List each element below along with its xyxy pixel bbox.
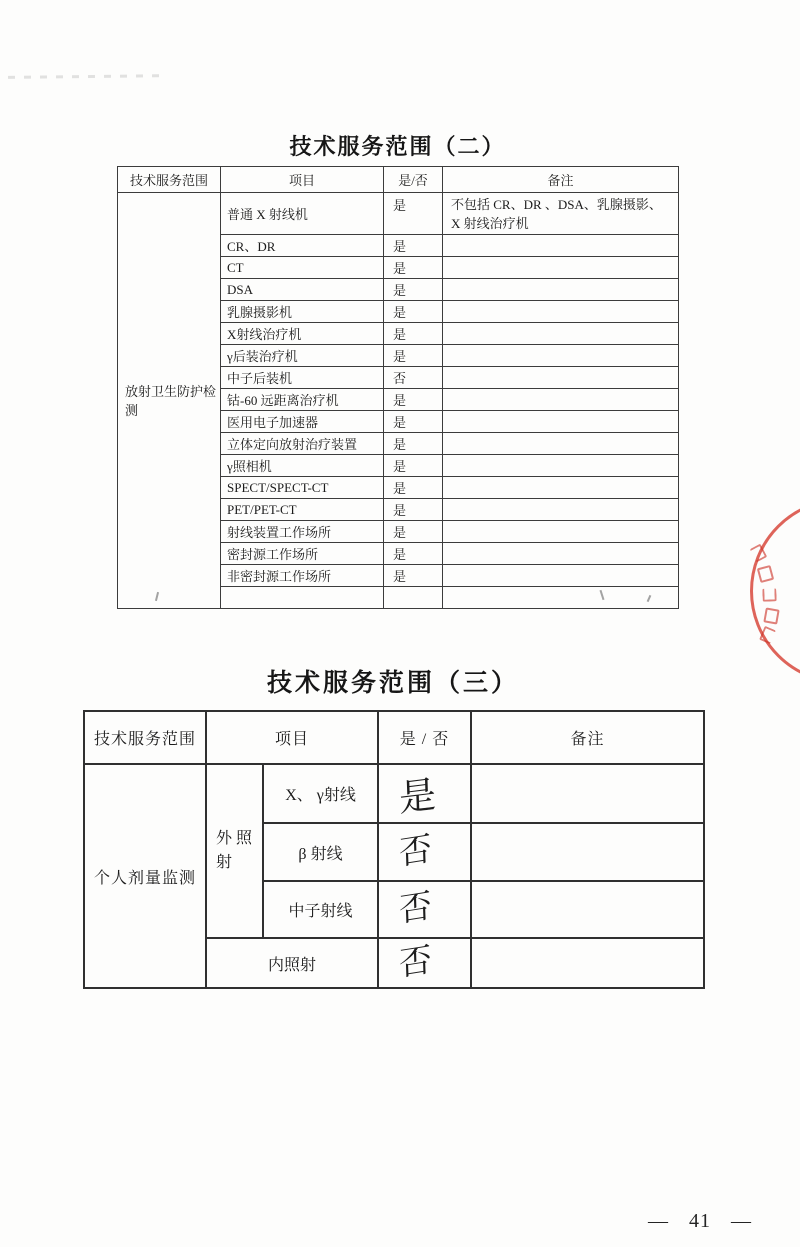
- yes-no-cell: 是: [384, 543, 443, 565]
- table-row: [118, 193, 679, 235]
- yes-no-cell: 是: [384, 521, 443, 543]
- item-cell: DSA: [221, 279, 384, 301]
- scope-cell: 个人剂量监测: [84, 764, 206, 988]
- yes-no-cell: 是: [384, 193, 443, 235]
- table-header-row: [118, 167, 679, 193]
- header-item: 项目: [206, 711, 378, 764]
- page-number: — 41 —: [648, 1210, 752, 1232]
- yes-no-cell: 是: [384, 257, 443, 279]
- remark-cell: [443, 389, 679, 411]
- yes-no-cell: [378, 938, 471, 988]
- remark-cell: [443, 279, 679, 301]
- table-header-row: [84, 711, 704, 764]
- service-scope-table-2: [117, 166, 678, 609]
- yes-no-cell: 是: [384, 433, 443, 455]
- remark-cell: [443, 411, 679, 433]
- remark-cell: 不包括 CR、DR 、DSA、乳腺摄影、X 射线治疗机: [443, 193, 679, 235]
- section3-title: 技术服务范围（三）: [266, 669, 519, 697]
- remark-cell: [443, 323, 679, 345]
- scope-cell: 放射卫生防护检测: [118, 193, 221, 609]
- item-cell: 普通 X 射线机: [221, 193, 384, 235]
- item-cell: 非密封源工作场所: [221, 565, 384, 587]
- remark-cell: [443, 257, 679, 279]
- remark-cell: [443, 367, 679, 389]
- scan-scratch-mark: [8, 74, 166, 79]
- remark-cell: [443, 235, 679, 257]
- red-seal-glyph: [763, 607, 779, 624]
- header-remark: 备注: [471, 711, 704, 764]
- yes-no-cell: [378, 881, 471, 938]
- item-cell: 射线装置工作场所: [221, 521, 384, 543]
- yes-no-cell: [378, 823, 471, 881]
- remark-cell: [443, 499, 679, 521]
- section2-title: 技术服务范围（二）: [289, 134, 506, 159]
- remark-cell: [443, 477, 679, 499]
- item-cell: 立体定向放射治疗装置: [221, 433, 384, 455]
- handwritten-no-mark: 否: [398, 941, 433, 984]
- item-cell: CR、DR: [221, 235, 384, 257]
- item-cell: [221, 587, 384, 609]
- item-cell: 医用电子加速器: [221, 411, 384, 433]
- remark-cell: [471, 881, 704, 938]
- yes-no-cell: 是: [384, 389, 443, 411]
- yes-no-cell: 是: [384, 477, 443, 499]
- remark-cell: [443, 565, 679, 587]
- item-cell: 钴-60 远距离治疗机: [221, 389, 384, 411]
- internal-exposure-cell: 内照射: [206, 938, 378, 988]
- header-item: 项目: [221, 167, 384, 193]
- item-cell: γ照相机: [221, 455, 384, 477]
- yes-no-cell: 是: [384, 499, 443, 521]
- red-seal-glyph: [762, 588, 776, 601]
- yes-no-cell: 是: [384, 345, 443, 367]
- yes-no-cell: 是: [384, 323, 443, 345]
- remark-cell: [471, 823, 704, 881]
- item-cell: γ后装治疗机: [221, 345, 384, 367]
- header-scope: 技术服务范围: [118, 167, 221, 193]
- yes-no-cell: [384, 587, 443, 609]
- item-cell: X射线治疗机: [221, 323, 384, 345]
- handwritten-yes-mark: 是: [398, 774, 437, 821]
- external-exposure-group-cell: 外 照 射: [206, 764, 263, 938]
- yes-no-cell: 是: [384, 565, 443, 587]
- yes-no-cell: 否: [384, 367, 443, 389]
- item-cell: CT: [221, 257, 384, 279]
- header-yes-no: 是 / 否: [378, 711, 471, 764]
- service-scope-table-3: [83, 710, 703, 989]
- remark-cell: [443, 345, 679, 367]
- remark-cell: [471, 938, 704, 988]
- yes-no-cell: 是: [384, 235, 443, 257]
- yes-no-cell: 是: [384, 411, 443, 433]
- remark-cell: [443, 587, 679, 609]
- item-cell: X、 γ射线: [263, 764, 378, 823]
- table-row: [84, 764, 704, 823]
- remark-cell: [443, 301, 679, 323]
- item-cell: 乳腺摄影机: [221, 301, 384, 323]
- yes-no-cell: [378, 764, 471, 823]
- header-scope: 技术服务范围: [84, 711, 206, 764]
- yes-no-cell: 是: [384, 279, 443, 301]
- header-yes-no: 是/否: [384, 167, 443, 193]
- remark-cell: [471, 764, 704, 823]
- item-cell: 中子射线: [263, 881, 378, 938]
- handwritten-no-mark: 否: [398, 830, 433, 873]
- remark-cell: [443, 521, 679, 543]
- header-remark: 备注: [443, 167, 679, 193]
- item-cell: 中子后装机: [221, 367, 384, 389]
- handwritten-no-mark: 否: [398, 888, 433, 930]
- remark-cell: [443, 543, 679, 565]
- item-cell: SPECT/SPECT-CT: [221, 477, 384, 499]
- item-cell: β 射线: [263, 823, 378, 881]
- remark-cell: [443, 455, 679, 477]
- item-cell: 密封源工作场所: [221, 543, 384, 565]
- remark-cell: [443, 433, 679, 455]
- item-cell: PET/PET-CT: [221, 499, 384, 521]
- yes-no-cell: 是: [384, 301, 443, 323]
- yes-no-cell: 是: [384, 455, 443, 477]
